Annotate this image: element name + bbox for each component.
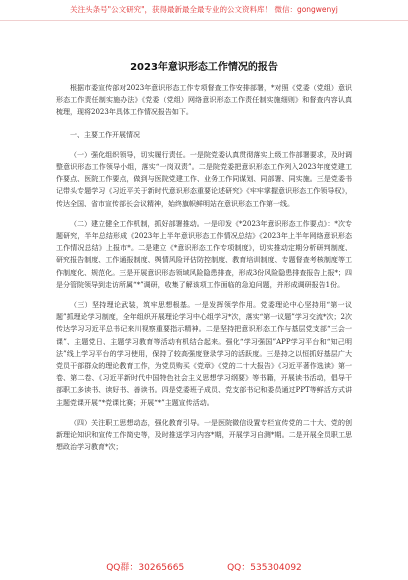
document-page bbox=[0, 22, 408, 554]
paragraph-education: （四）关注职工思想动态，强化教育引导。一是医院微信设置专栏宣传党的二十大、党的创新理论知识和宣传工作简史等，及时推送学习内容*期，开展学习自测*期。二是开展全员职工思想政治学习教育*次； bbox=[56, 418, 352, 452]
document-body bbox=[56, 82, 352, 461]
document-title: 2023年意识形态工作情况的报告 bbox=[130, 62, 278, 73]
top-banner-text: 关注头条号"公文研究"，获得最新最全最专业的公文资料库！ 微信：gongwenyj bbox=[70, 5, 338, 14]
paragraph-organization: （一）强化组织领导，切实履行责任。一是院党委认真贯彻落实上级工作部署要求，及时调整意识形态工作领导小组，落实“一岗双责”。二是院党委把意识形态工作列入2023年度党建工作要点、医院工作要点，做到与医院党建工作、业务工作同谋划、同部署、同实施。三是党委书记带头专题学习《习近平关于新时代意识形态重要论述研究》《牢牢掌握意识形态工作领导权》，传达全国、省市宣传部长会议精神，始终旗帜鲜明站在意识形态工作第一线。 bbox=[56, 150, 352, 208]
section-heading: 一、主要工作开展情况 bbox=[70, 130, 140, 139]
intro-paragraph: 根据市委宣传部对2023年意识形态工作专项督查工作安排部署，*对照《党委（党组）意识形态工作责任制实施办法》《党委（党组）网络意识形态工作责任制实施细则》和督查内容认真梳理，现将2023年具体工作情况报告如下。 bbox=[56, 84, 352, 117]
paragraph-theory: （三）坚持理论武装，筑牢思想根基。一是发挥领学作用。党委理论中心坚持用“第一议题”抓理论学习制度，全年组织开展理论学习中心组学习*次，落实“第一议题”学习交流*次；2次传达学习习近平总书记来川视察重要指示精神。二是坚持把意识形态工作与基层党支部“三会一课”、主题党日、主题学习教育等活动有机结合起来。强化“学习强国”APP学习平台和“知己明法”线上学习平台的学习使用，保持了较高强度登录学习的活跃度。三是持之以恒抓好基层广大党员干部群众的理论教育工作，为党员购买《党章》《党的二十大报告》《习近平著作选读》第一卷、第二卷、《习近平新时代中国特色社会主义思想学习纲要》等书籍，开展读书活动，倡导干部职工多读书、读好书、善读书。四是党委班子成员、党支部书记和委员通过PPT等鲜活方式讲主题党课开展“*党课比赛；开展“*”主题宣传活动。 bbox=[56, 301, 352, 407]
top-banner bbox=[0, 0, 408, 21]
qq-group-label: QQ群：30265665 bbox=[106, 563, 185, 573]
bottom-banner bbox=[0, 556, 408, 580]
qq-contact-label: QQ：535304092 bbox=[227, 563, 302, 573]
paragraph-mechanism: （二）建立健全工作机制，抓好部署推动。一是印发《*2023年意识形态工作要点》：*次专题研究，半年总结形成《2023年上半年意识形态工作情况总结》《2023年上半年网络意识形态工作情况总结》上报市*。二是建立《*意识形态工作专项制度》，切实推动定期分析研判制度、研究报告制度、工作通报制度、舆情风险评估防控制度、教育培训制度、专题督查考核制度等工作制度化、规范化。三是开展意识形态领域风险隐患排查，形成3份风险隐患排查报告上报*；四是分管院领导到走访所属“*”调研，收集了解该项工作面临的急迫问题，并形成调研报告1份。 bbox=[56, 219, 352, 289]
